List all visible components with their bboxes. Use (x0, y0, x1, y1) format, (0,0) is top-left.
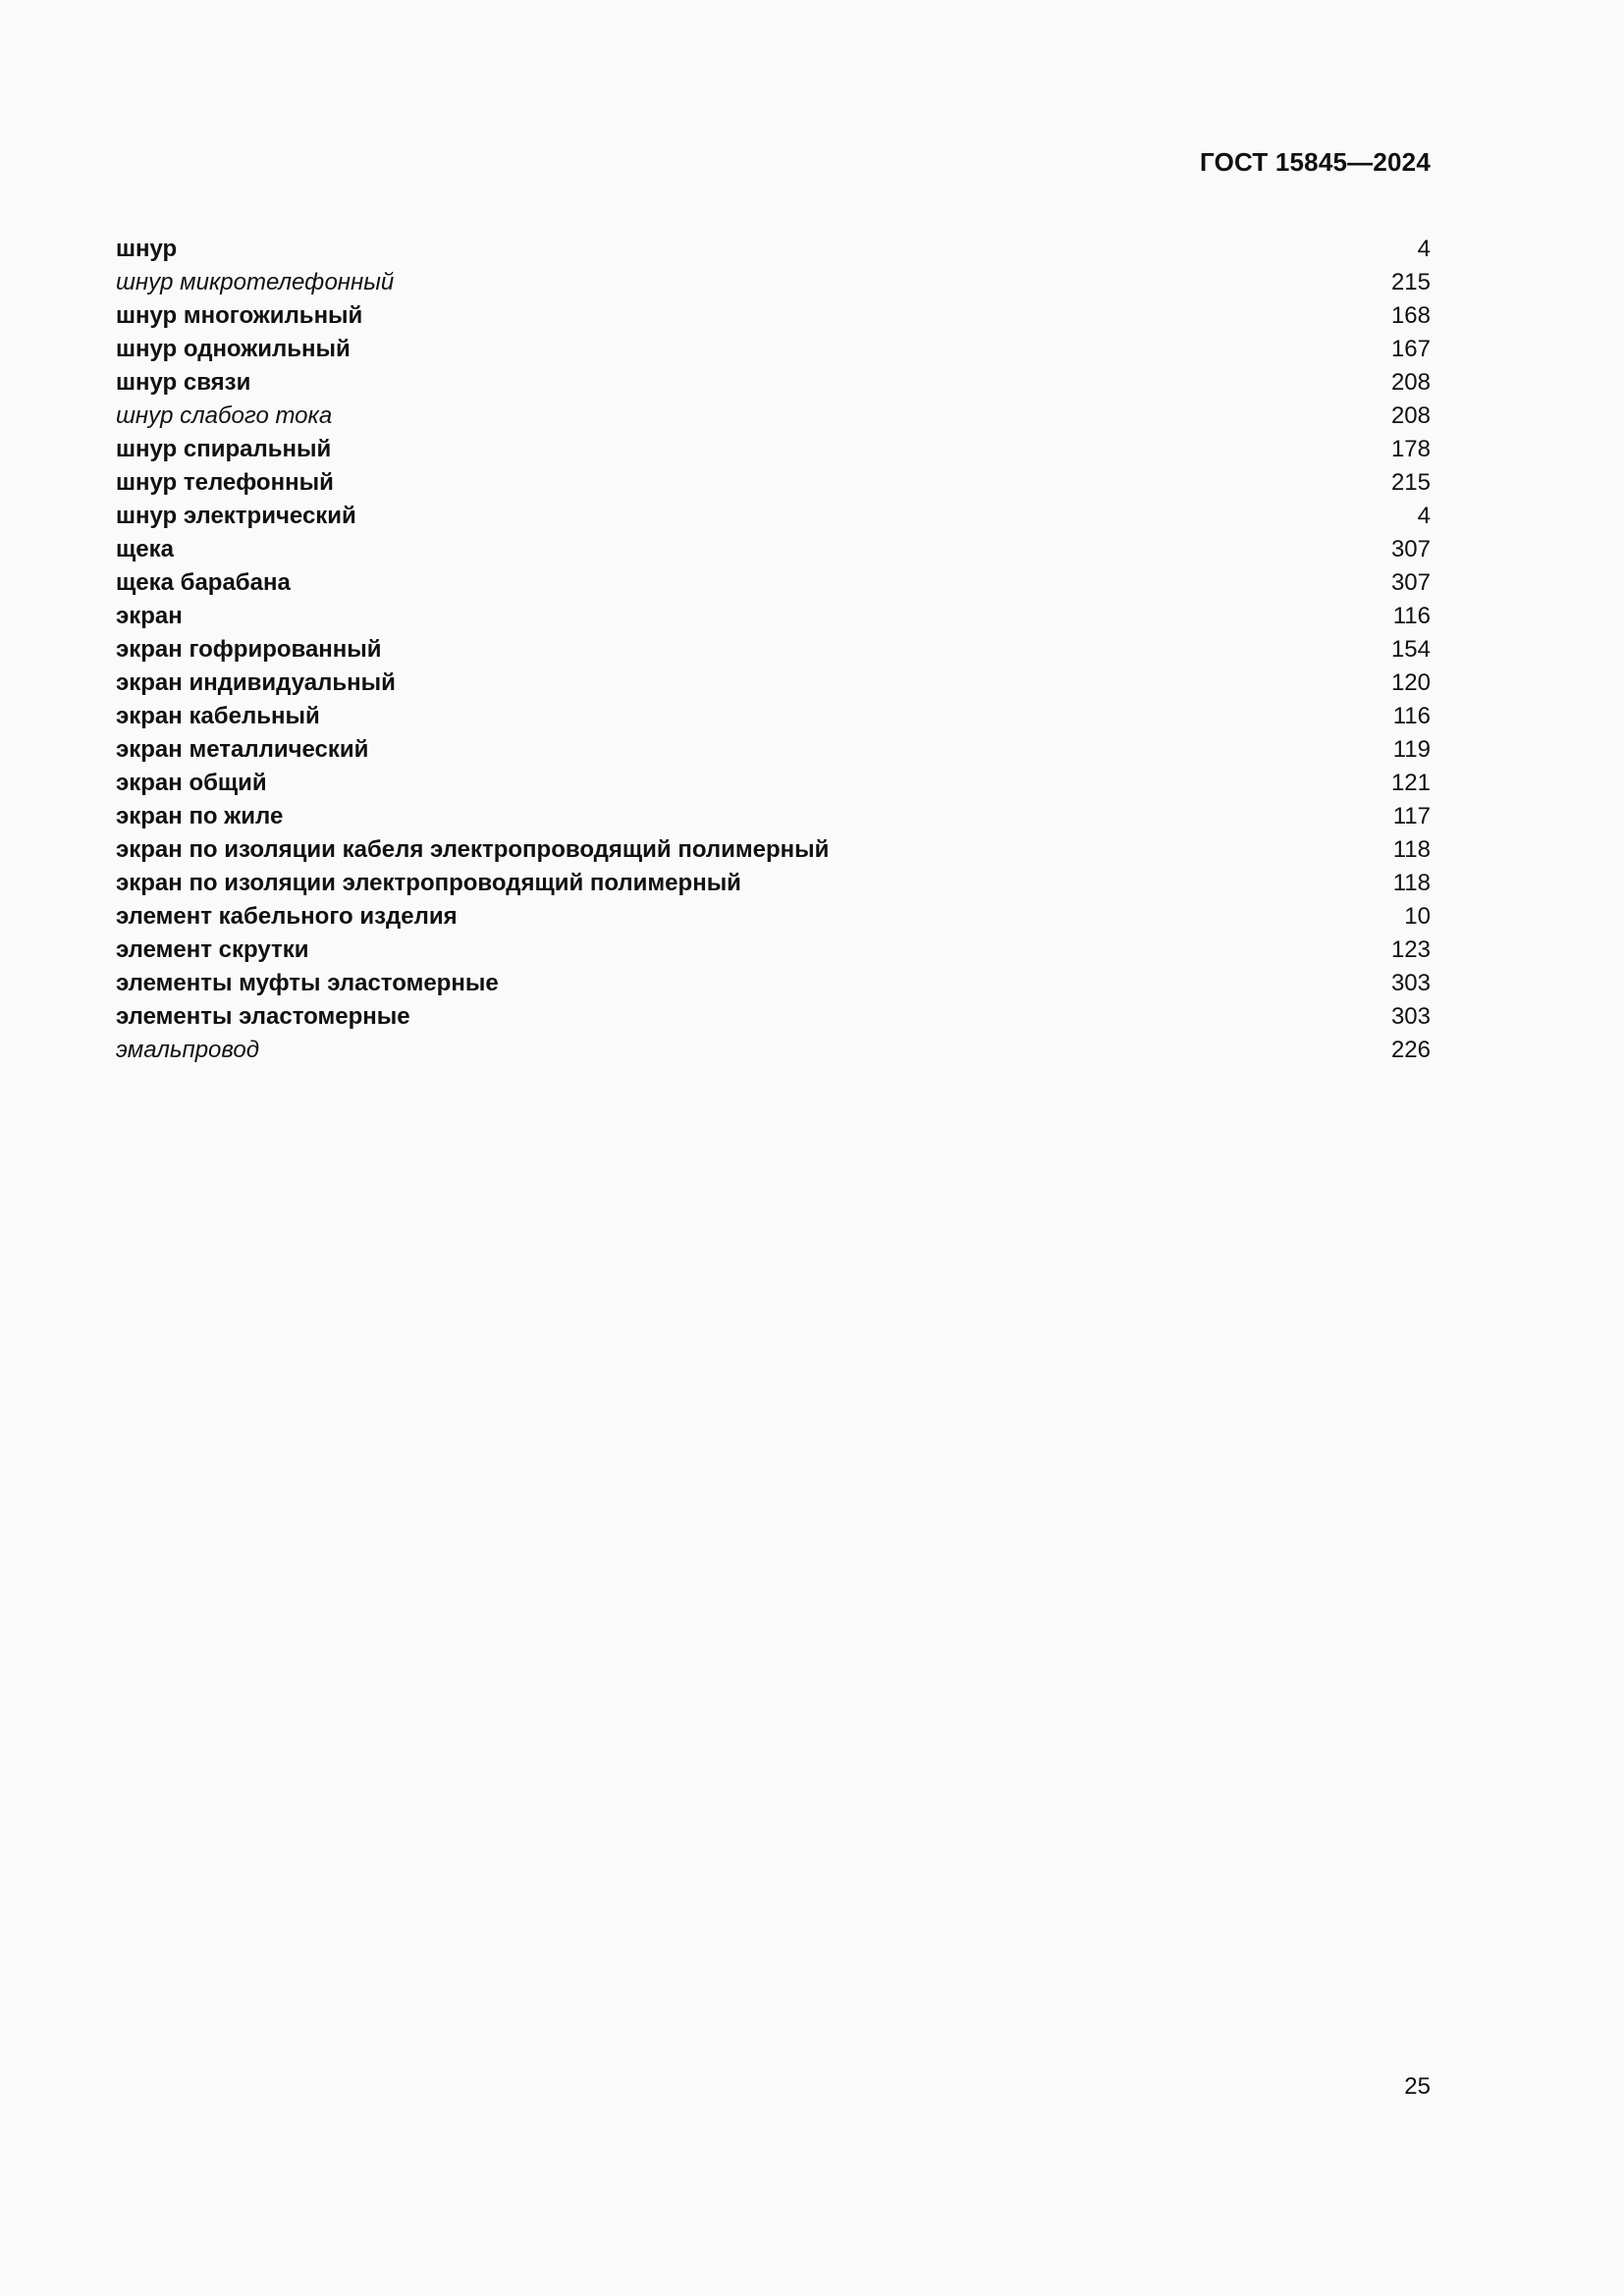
index-reference-number: 119 (1392, 736, 1431, 763)
index-term: экран общий (116, 770, 267, 796)
index-reference-number: 117 (1392, 803, 1431, 829)
index-term: шнур связи (116, 369, 251, 396)
index-reference-number: 307 (1390, 569, 1431, 596)
index-reference-number: 123 (1390, 936, 1431, 963)
index-entry (116, 700, 1431, 733)
index-reference-number: 303 (1390, 1003, 1431, 1030)
index-term: экран металлический (116, 736, 369, 763)
index-term: экран по изоляции электропроводящий полимерный (116, 870, 741, 896)
index-reference-number: 116 (1392, 703, 1431, 729)
index-term: шнур многожильный (116, 302, 363, 329)
index-term: эмальпровод (116, 1037, 260, 1063)
index-entry (116, 366, 1431, 400)
index-term: экран по жиле (116, 803, 284, 829)
index-reference-number: 4 (1417, 236, 1431, 262)
index-entry (116, 934, 1431, 967)
index-reference-number: 118 (1392, 836, 1431, 863)
index-reference-number: 307 (1390, 536, 1431, 562)
index-entry (116, 400, 1431, 433)
index-reference-number: 120 (1390, 669, 1431, 696)
index-reference-number: 215 (1390, 269, 1431, 295)
index-term: экран (116, 603, 183, 629)
index-term: экран гофрированный (116, 636, 382, 663)
index-reference-number: 4 (1417, 503, 1431, 529)
index-term: элемент кабельного изделия (116, 903, 458, 930)
index-term: шнур микротелефонный (116, 269, 395, 295)
index-term: экран кабельный (116, 703, 320, 729)
index-reference-number: 167 (1390, 336, 1431, 362)
index-entry (116, 333, 1431, 366)
index-reference-number: 10 (1404, 903, 1431, 930)
index-reference-number: 178 (1390, 436, 1431, 462)
index-reference-number: 226 (1390, 1037, 1431, 1063)
index-entry (116, 566, 1431, 600)
alphabetical-index (116, 233, 1431, 1067)
index-reference-number: 121 (1390, 770, 1431, 796)
index-reference-number: 116 (1392, 603, 1431, 629)
index-entry (116, 1000, 1431, 1034)
index-entry (116, 266, 1431, 299)
index-term: шнур телефонный (116, 469, 334, 496)
index-reference-number: 168 (1390, 302, 1431, 329)
index-term: щека (116, 536, 174, 562)
page-number: 25 (1404, 2073, 1431, 2100)
index-term: экран индивидуальный (116, 669, 396, 696)
index-entry (116, 433, 1431, 466)
index-entry (116, 1034, 1431, 1067)
index-entry (116, 867, 1431, 900)
index-entry (116, 466, 1431, 500)
index-entry (116, 667, 1431, 700)
index-term: шнур электрический (116, 503, 356, 529)
index-reference-number: 208 (1390, 402, 1431, 429)
index-reference-number: 303 (1390, 970, 1431, 996)
index-term: шнур (116, 236, 178, 262)
index-term: элемент скрутки (116, 936, 309, 963)
index-entry (116, 767, 1431, 800)
index-entry (116, 500, 1431, 533)
index-reference-number: 215 (1390, 469, 1431, 496)
index-term: элементы эластомерные (116, 1003, 410, 1030)
index-entry (116, 900, 1431, 934)
index-term: элементы муфты эластомерные (116, 970, 499, 996)
index-entry (116, 733, 1431, 767)
index-reference-number: 154 (1390, 636, 1431, 663)
index-term: шнур слабого тока (116, 402, 333, 429)
index-entry (116, 600, 1431, 633)
index-entry (116, 299, 1431, 333)
index-reference-number: 208 (1390, 369, 1431, 396)
index-term: шнур одножильный (116, 336, 351, 362)
index-entry (116, 967, 1431, 1000)
index-term: щека барабана (116, 569, 291, 596)
index-entry (116, 533, 1431, 566)
index-entry (116, 800, 1431, 833)
document-code-header: ГОСТ 15845—2024 (1200, 147, 1431, 177)
index-reference-number: 118 (1392, 870, 1431, 896)
index-entry (116, 833, 1431, 867)
index-entry (116, 633, 1431, 667)
index-entry (116, 233, 1431, 266)
index-term: экран по изоляции кабеля электропроводящий полимерный (116, 836, 830, 863)
index-term: шнур спиральный (116, 436, 332, 462)
